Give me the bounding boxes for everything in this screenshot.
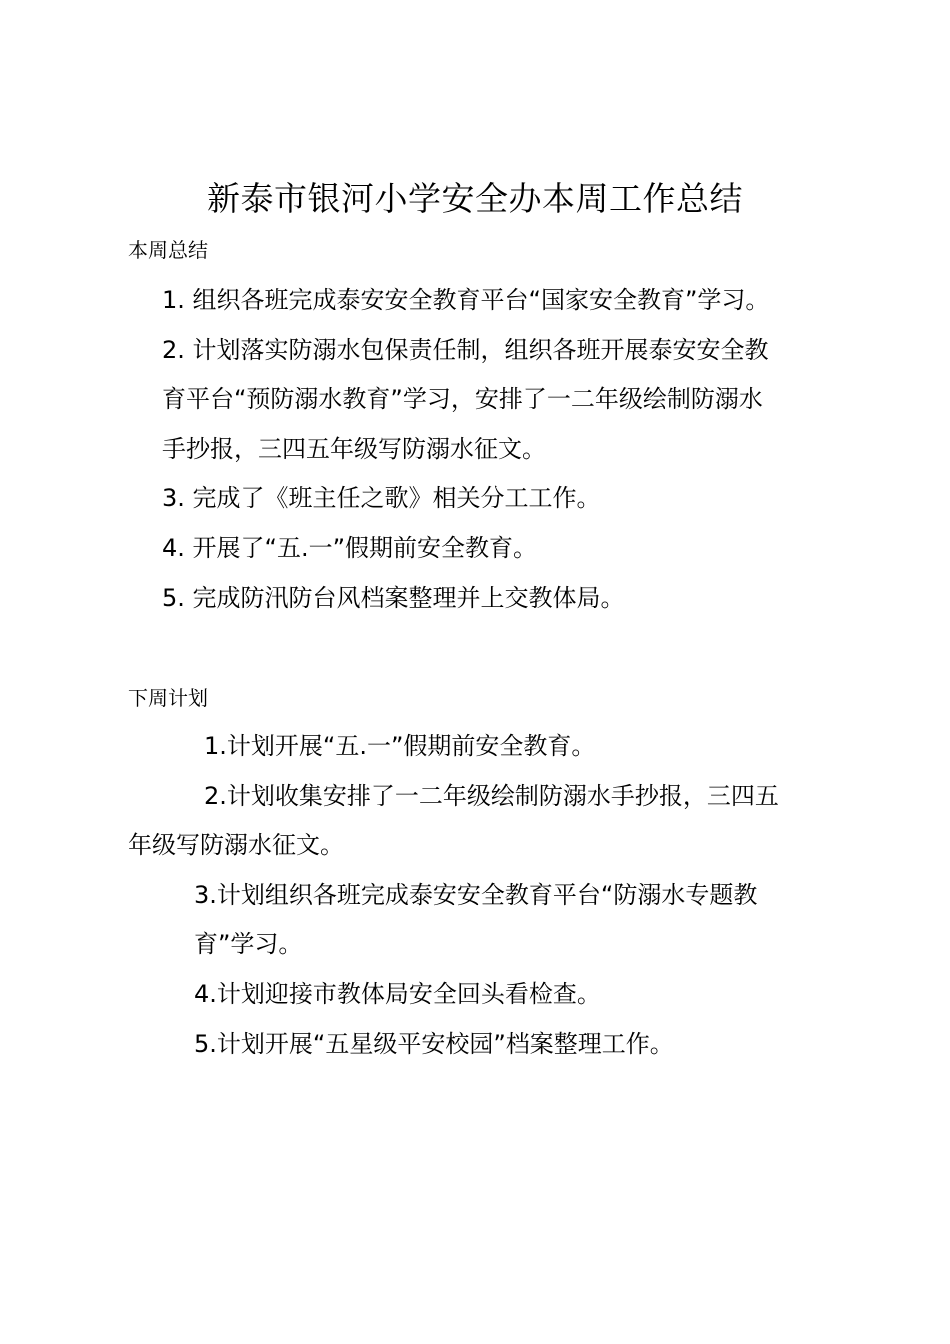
item-number: 1. — [162, 286, 185, 314]
this-week-item-5 — [162, 573, 625, 623]
section-heading-next-week: 下周计划 — [128, 686, 208, 710]
page-title: 新泰市银河小学安全办本周工作总结 — [207, 179, 743, 218]
next-week-item-3: 3.计划组织各班完成泰安安全教育平台“防溺水专题教 — [194, 881, 758, 909]
this-week-item-2-cont: 手抄报，三四五年级写防溺水征文。 — [162, 435, 546, 463]
item-text: 计划落实防溺水包保责任制，组织各班开展泰安安全教 — [192, 336, 769, 364]
this-week-item-2 — [162, 325, 769, 375]
next-week-item-4: 4.计划迎接市教体局安全回头看检查。 — [194, 980, 601, 1008]
this-week-item-2-cont: 育平台“预防溺水教育”学习，安排了一二年级绘制防溺水 — [162, 385, 763, 413]
this-week-item-3 — [162, 473, 601, 523]
item-text: 完成了《班主任之歌》相关分工工作。 — [192, 484, 601, 512]
item-number: 4. — [162, 534, 185, 562]
this-week-item-1 — [162, 275, 769, 325]
item-text: 组织各班完成泰安安全教育平台“国家安全教育”学习。 — [192, 286, 770, 314]
next-week-item-5: 5.计划开展“五星级平安校园”档案整理工作。 — [194, 1030, 674, 1058]
item-number: 2. — [162, 336, 185, 364]
next-week-item-3-cont: 育”学习。 — [194, 930, 303, 958]
section-heading-this-week: 本周总结 — [128, 238, 208, 262]
item-text: 完成防汛防台风档案整理并上交教体局。 — [192, 584, 625, 612]
next-week-item-2: 2.计划收集安排了一二年级绘制防溺水手抄报，三四五 — [204, 782, 779, 810]
item-text: 开展了“五.一”假期前安全教育。 — [192, 534, 538, 562]
next-week-item-2-cont: 年级写防溺水征文。 — [128, 831, 344, 859]
this-week-item-4 — [162, 523, 537, 573]
next-week-item-1: 1.计划开展“五.一”假期前安全教育。 — [204, 732, 596, 760]
item-number: 3. — [162, 484, 185, 512]
item-number: 5. — [162, 584, 185, 612]
